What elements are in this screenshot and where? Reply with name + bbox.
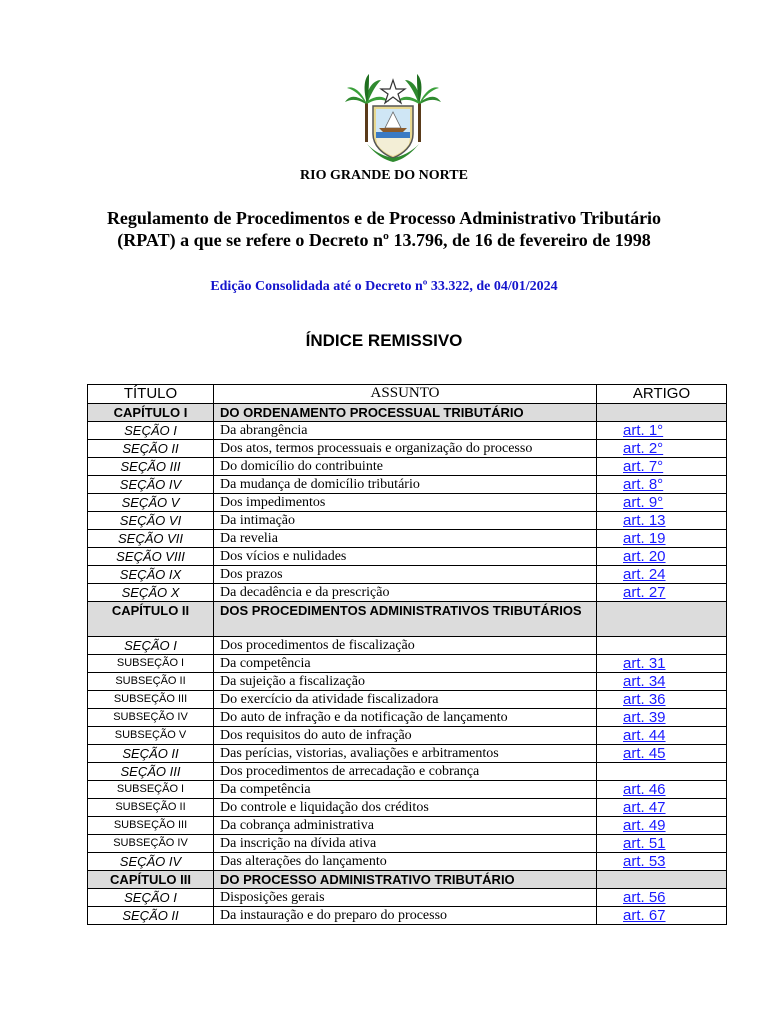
article-link[interactable]: art. 7° [623,458,664,475]
table-row [88,584,727,602]
row-artigo-cell [597,422,727,440]
row-titulo: SEÇÃO II [88,907,214,925]
row-artigo-cell [597,548,727,566]
row-artigo-cell [597,602,727,637]
table-row [88,907,727,925]
row-titulo: SEÇÃO II [88,745,214,763]
row-assunto: Dos vícios e nulidades [214,548,597,566]
document-title-line-2: (RPAT) a que se refere o Decreto nº 13.796, de 16 de fevereiro de 1998 [117,230,651,250]
row-titulo: SEÇÃO VII [88,530,214,548]
row-titulo: SEÇÃO VI [88,512,214,530]
row-titulo: SUBSEÇÃO I [88,781,214,799]
row-assunto: Das perícias, vistorias, avaliações e arbitramentos [214,745,597,763]
row-assunto: Dos procedimentos de arrecadação e cobrança [214,763,597,781]
table-row [88,404,727,422]
article-link[interactable]: art. 53 [623,853,666,870]
row-titulo: SEÇÃO IV [88,476,214,494]
table-row [88,458,727,476]
table-row [88,637,727,655]
row-assunto: DO ORDENAMENTO PROCESSUAL TRIBUTÁRIO [214,404,597,422]
article-link[interactable]: art. 44 [623,727,666,744]
row-titulo: SEÇÃO II [88,440,214,458]
row-artigo-cell [597,476,727,494]
state-name: RIO GRANDE DO NORTE [300,168,468,183]
row-assunto: Da sujeição a fiscalização [214,673,597,691]
row-titulo: SEÇÃO III [88,458,214,476]
row-artigo-cell [597,566,727,584]
table-header-row [88,385,727,404]
article-link[interactable]: art. 19 [623,530,666,547]
row-assunto: Da competência [214,781,597,799]
row-artigo-cell [597,871,727,889]
row-artigo-cell [597,745,727,763]
table-row [88,853,727,871]
article-link[interactable]: art. 9° [623,494,664,511]
table-row [88,727,727,745]
table-row [88,530,727,548]
row-artigo-cell [597,835,727,853]
article-link[interactable]: art. 20 [623,548,666,565]
article-link[interactable]: art. 67 [623,907,666,924]
row-artigo-cell [597,781,727,799]
table-row [88,871,727,889]
row-titulo: SEÇÃO III [88,763,214,781]
article-link[interactable]: art. 1° [623,422,664,439]
row-assunto: Da intimação [214,512,597,530]
table-row [88,422,727,440]
state-coat-of-arms-emblem [345,72,441,164]
index-table [87,384,727,925]
row-titulo: CAPÍTULO I [88,404,214,422]
table-row [88,548,727,566]
row-assunto: Da inscrição na dívida ativa [214,835,597,853]
row-artigo-cell [597,907,727,925]
row-artigo-cell [597,584,727,602]
row-assunto: Da competência [214,655,597,673]
table-row [88,566,727,584]
row-artigo-cell [597,853,727,871]
row-titulo: SEÇÃO IV [88,853,214,871]
row-assunto: Das alterações do lançamento [214,853,597,871]
table-row [88,763,727,781]
article-link[interactable]: art. 2° [623,440,664,457]
row-assunto: Dos requisitos do auto de infração [214,727,597,745]
article-link[interactable]: art. 31 [623,655,666,672]
table-row [88,476,727,494]
row-artigo-cell [597,817,727,835]
document-title-line-1: Regulamento de Procedimentos e de Processo Administrativo Tributário [106,208,662,228]
row-assunto: Da revelia [214,530,597,548]
table-row [88,440,727,458]
row-titulo: SUBSEÇÃO II [88,673,214,691]
row-artigo-cell [597,673,727,691]
row-artigo-cell [597,799,727,817]
row-titulo: SUBSEÇÃO IV [88,709,214,727]
row-assunto: Dos atos, termos processuais e organização do processo [214,440,597,458]
article-link[interactable]: art. 56 [623,889,666,906]
row-artigo-cell [597,440,727,458]
row-assunto: Da mudança de domicílio tributário [214,476,597,494]
table-row [88,602,727,637]
row-artigo-cell [597,512,727,530]
table-row [88,835,727,853]
article-link[interactable]: art. 27 [623,584,666,601]
article-link[interactable]: art. 47 [623,799,666,816]
article-link[interactable]: art. 36 [623,691,666,708]
column-header-artigo: ARTIGO [597,385,727,404]
article-link[interactable]: art. 39 [623,709,666,726]
row-assunto: DOS PROCEDIMENTOS ADMINISTRATIVOS TRIBUTÁRIOS [214,602,597,637]
row-assunto: Da cobrança administrativa [214,817,597,835]
row-artigo-cell [597,637,727,655]
article-link[interactable]: art. 45 [623,745,666,762]
row-titulo: SUBSEÇÃO V [88,727,214,745]
table-row [88,673,727,691]
row-titulo: SEÇÃO I [88,422,214,440]
row-titulo: SEÇÃO V [88,494,214,512]
table-row [88,781,727,799]
row-assunto: Do domicílio do contribuinte [214,458,597,476]
row-assunto: Da decadência e da prescrição [214,584,597,602]
row-titulo: SEÇÃO I [88,889,214,907]
row-assunto: Dos impedimentos [214,494,597,512]
column-header-assunto: ASSUNTO [214,385,597,404]
row-artigo-cell [597,691,727,709]
row-assunto: Disposições gerais [214,889,597,907]
article-link[interactable]: art. 51 [623,835,666,852]
row-titulo: SUBSEÇÃO III [88,817,214,835]
table-row [88,655,727,673]
article-link[interactable]: art. 46 [623,781,666,798]
edition-note: Edição Consolidada até o Decreto nº 33.322, de 04/01/2024 [210,279,558,294]
table-row [88,889,727,907]
row-artigo-cell [597,494,727,512]
row-assunto: Dos prazos [214,566,597,584]
article-link[interactable]: art. 8° [623,476,664,493]
table-row [88,494,727,512]
row-artigo-cell [597,727,727,745]
row-titulo: SUBSEÇÃO II [88,799,214,817]
row-titulo: SEÇÃO VIII [88,548,214,566]
table-row [88,817,727,835]
row-titulo: SEÇÃO X [88,584,214,602]
row-artigo-cell [597,709,727,727]
table-row [88,512,727,530]
row-assunto: Do auto de infração e da notificação de lançamento [214,709,597,727]
table-row [88,745,727,763]
column-header-titulo: TÍTULO [88,385,214,404]
article-link[interactable]: art. 34 [623,673,666,690]
row-assunto: Dos procedimentos de fiscalização [214,637,597,655]
article-link[interactable]: art. 49 [623,817,666,834]
row-artigo-cell [597,763,727,781]
row-titulo: SUBSEÇÃO IV [88,835,214,853]
row-titulo: SEÇÃO IX [88,566,214,584]
row-assunto: Da abrangência [214,422,597,440]
row-assunto: Do controle e liquidação dos créditos [214,799,597,817]
table-row [88,709,727,727]
row-titulo: SEÇÃO I [88,637,214,655]
article-link[interactable]: art. 13 [623,512,666,529]
row-artigo-cell [597,458,727,476]
table-row [88,691,727,709]
row-artigo-cell [597,889,727,907]
table-row [88,799,727,817]
document-title [60,207,708,251]
row-artigo-cell [597,530,727,548]
shield-icon [373,106,413,158]
row-titulo: CAPÍTULO III [88,871,214,889]
row-titulo: CAPÍTULO II [88,602,214,637]
row-assunto: DO PROCESSO ADMINISTRATIVO TRIBUTÁRIO [214,871,597,889]
row-assunto: Do exercício da atividade fiscalizadora [214,691,597,709]
row-titulo: SUBSEÇÃO III [88,691,214,709]
row-assunto: Da instauração e do preparo do processo [214,907,597,925]
table-body [88,404,727,925]
row-artigo-cell [597,655,727,673]
article-link[interactable]: art. 24 [623,566,666,583]
index-title: ÍNDICE REMISSIVO [305,331,463,350]
row-artigo-cell [597,404,727,422]
row-titulo: SUBSEÇÃO I [88,655,214,673]
